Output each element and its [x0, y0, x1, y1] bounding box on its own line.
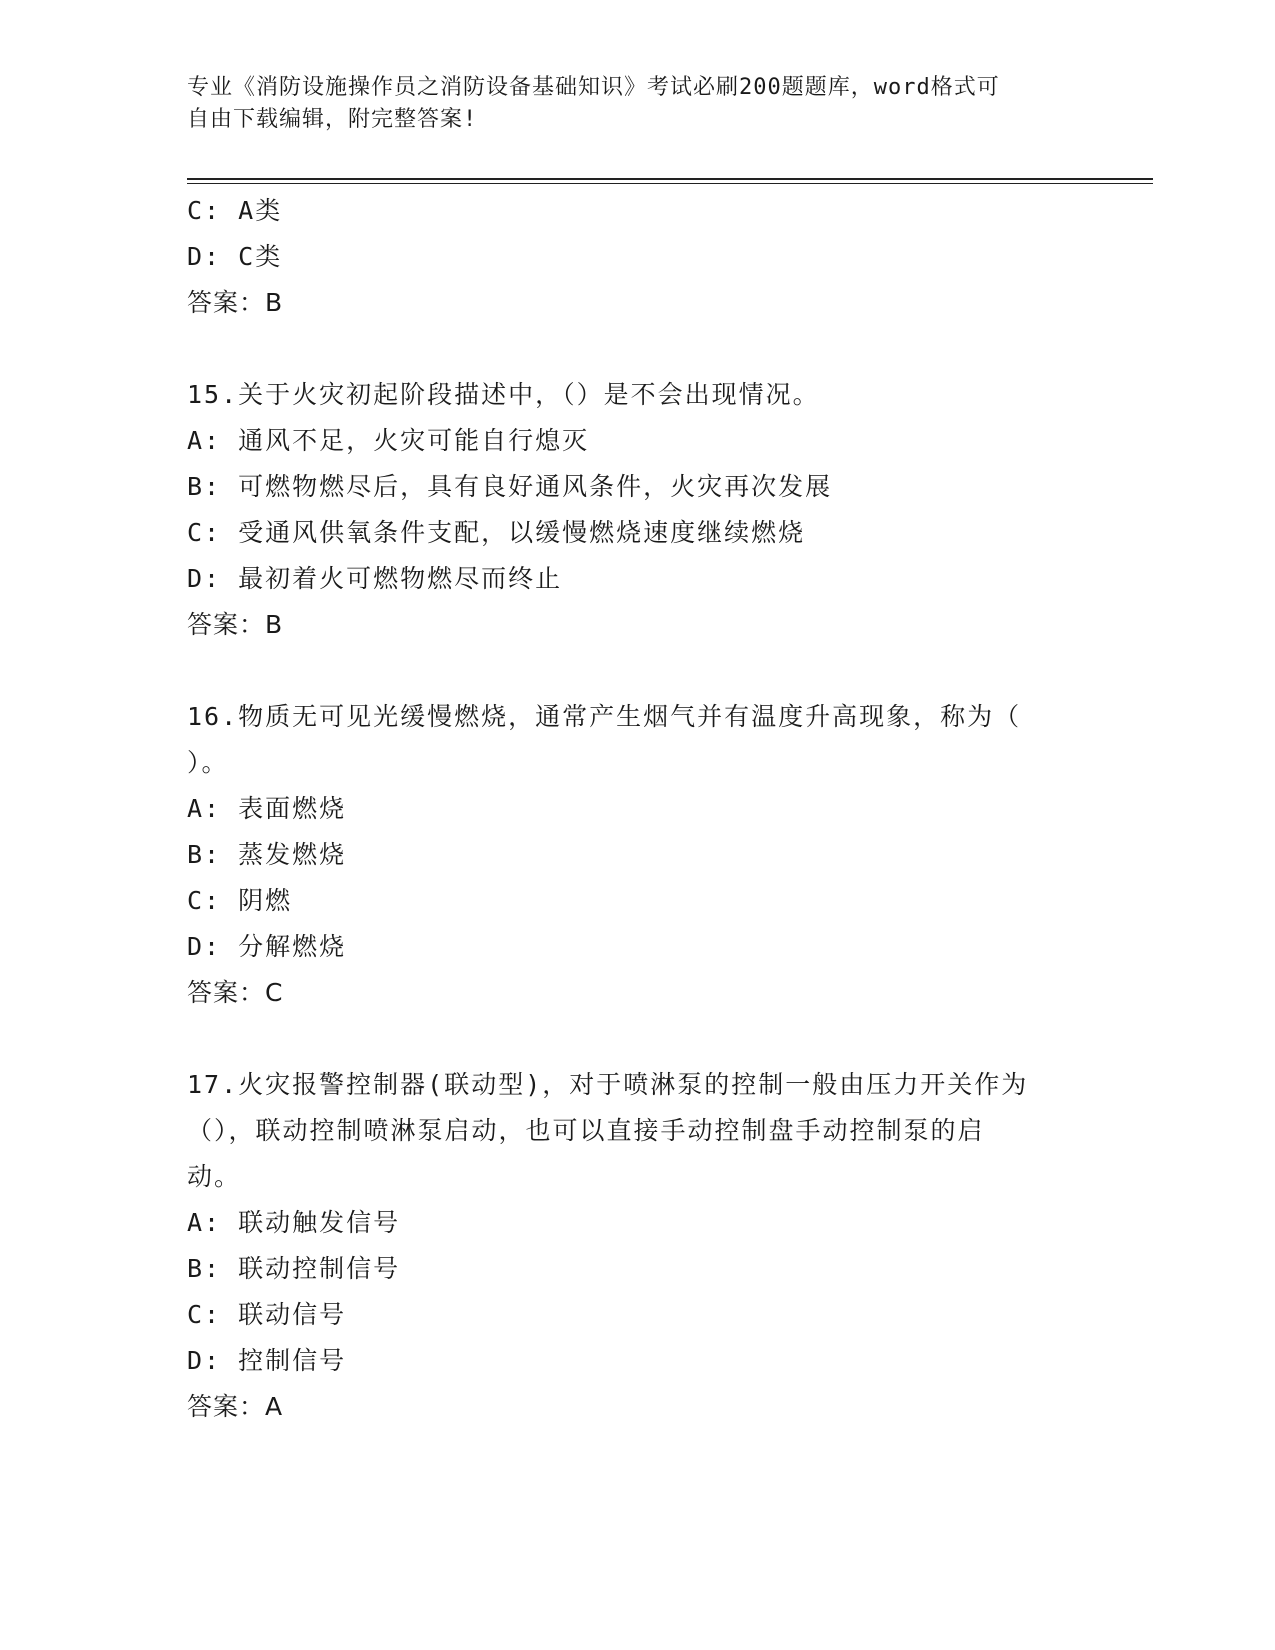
option-d: D: C类: [187, 242, 283, 271]
question-stem-line-1: 17.火灾报警控制器(联动型)，对于喷淋泵的控制一般由压力开关作为: [187, 1070, 1029, 1099]
answer-line: 答案：A: [187, 1392, 284, 1421]
option-c: C: 受通风供氧条件支配，以缓慢燃烧速度继续燃烧: [187, 518, 806, 547]
option-a: A: 联动触发信号: [187, 1208, 401, 1237]
answer-line: 答案：B: [187, 288, 284, 317]
option-a: A: 表面燃烧: [187, 794, 347, 823]
option-d: D: 最初着火可燃物燃尽而终止: [187, 564, 563, 593]
spacer: [187, 648, 1087, 694]
option-b: B: 蒸发燃烧: [187, 840, 347, 869]
question-prev-continuation: [187, 188, 1087, 326]
question-stem-line-3: 动。: [187, 1162, 242, 1191]
spacer: [187, 1016, 1087, 1062]
option-c: C: 联动信号: [187, 1300, 347, 1329]
option-c: C: 阴燃: [187, 886, 293, 915]
document-header: [187, 72, 1077, 136]
question-list: [187, 188, 1087, 1430]
question-16: [187, 694, 1087, 1016]
question-17: [187, 1062, 1087, 1430]
answer-line: 答案：B: [187, 610, 284, 639]
header-line-1: 专业《消防设施操作员之消防设备基础知识》考试必刷200题题库，word格式可: [187, 75, 1000, 100]
option-b: B: 可燃物燃尽后，具有良好通风条件，火灾再次发展: [187, 472, 833, 501]
spacer: [187, 326, 1087, 372]
question-stem-line-2: （），联动控制喷淋泵启动，也可以直接手动控制盘手动控制泵的启: [187, 1116, 985, 1145]
header-divider-thick: [187, 178, 1153, 180]
header-line-2: 自由下载编辑，附完整答案!: [187, 107, 478, 132]
option-d: D: 分解燃烧: [187, 932, 347, 961]
question-15: [187, 372, 1087, 648]
header-divider-thin: [187, 183, 1153, 184]
option-a: A: 通风不足，火灾可能自行熄灭: [187, 426, 590, 455]
answer-line: 答案：C: [187, 978, 284, 1007]
option-c: C: A类: [187, 196, 283, 225]
option-b: B: 联动控制信号: [187, 1254, 401, 1283]
question-stem: 15.关于火灾初起阶段描述中，（）是不会出现情况。: [187, 380, 820, 409]
question-stem-line-1: 16.物质无可见光缓慢燃烧，通常产生烟气并有温度升高现象，称为（: [187, 702, 1022, 731]
question-stem-line-2: ）。: [187, 748, 229, 777]
option-d: D: 控制信号: [187, 1346, 347, 1375]
